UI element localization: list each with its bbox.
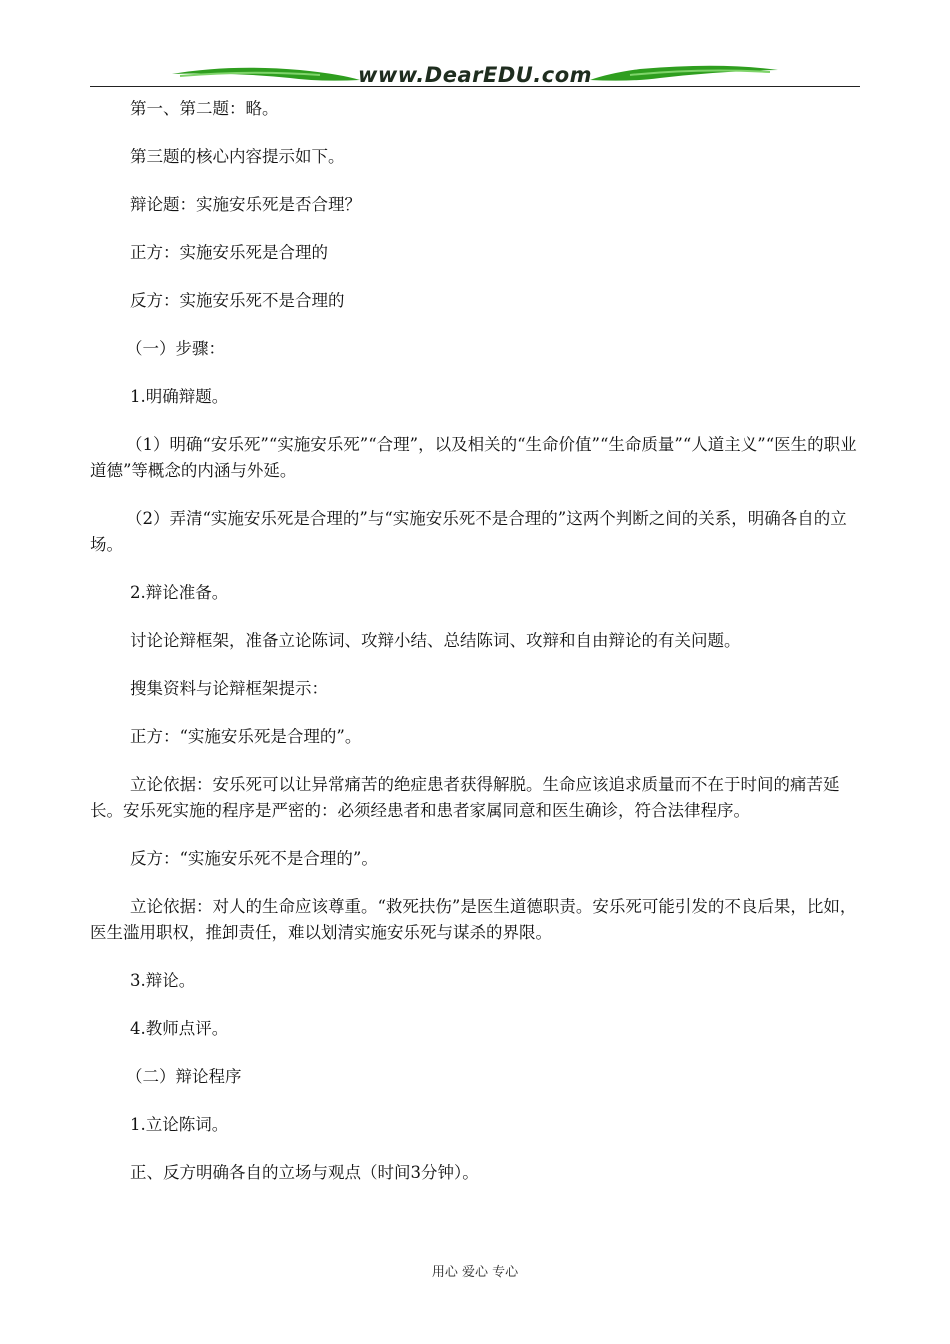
- paragraph: 第一、第二题：略。: [130, 99, 279, 118]
- site-banner: [170, 60, 780, 92]
- paragraph: （1）明确“安乐死”“实施安乐死”“合理”，以及相关的“生命价值”“生命质量”“人道主义”“医生的职业道德”等概念的内涵与外延。: [90, 435, 857, 480]
- paragraph: 正、反方明确各自的立场与观点（时间3分钟）。: [130, 1163, 479, 1182]
- paragraph: 1.明确辩题。: [130, 387, 229, 406]
- paragraph: 2.辩论准备。: [130, 583, 229, 602]
- paragraph: 正方：“实施安乐死是合理的”。: [130, 727, 362, 746]
- section-heading: （二）辩论程序: [126, 1067, 242, 1086]
- paragraph: 辩论题：实施安乐死是否合理？: [130, 195, 361, 214]
- paragraph: 讨论论辩框架，准备立论陈词、攻辩小结、总结陈词、攻辩和自由辩论的有关问题。: [130, 631, 741, 650]
- paragraph: 立论依据：安乐死可以让异常痛苦的绝症患者获得解脱。生命应该追求质量而不在于时间的痛苦延长。安乐死实施的程序是严密的：必须经患者和患者家属同意和医生确诊，符合法律程序。: [90, 775, 840, 820]
- paragraph: 立论依据：对人的生命应该尊重。“救死扶伤”是医生道德职责。安乐死可能引发的不良后果，比如，医生滥用职权，推卸责任，难以划清实施安乐死与谋杀的界限。: [90, 897, 857, 942]
- paragraph: 4.教师点评。: [130, 1019, 229, 1038]
- paragraph: 3.辩论。: [130, 971, 196, 990]
- paragraph: 第三题的核心内容提示如下。: [130, 147, 345, 166]
- paragraph: （2）弄清“实施安乐死是合理的”与“实施安乐死不是合理的”这两个判断之间的关系，明确各自的立场。: [90, 509, 847, 554]
- paragraph: 正方：实施安乐死是合理的: [130, 243, 328, 262]
- section-heading: （一）步骤：: [126, 339, 225, 358]
- paragraph: 搜集资料与论辩框架提示：: [130, 679, 328, 698]
- paragraph: 反方：实施安乐死不是合理的: [130, 291, 345, 310]
- page-footer: 用心 爱心 专心: [431, 1265, 519, 1280]
- paragraph: 1.立论陈词。: [130, 1115, 229, 1134]
- site-url: www.DearEDU.com: [357, 63, 593, 87]
- document-body: [90, 96, 865, 1208]
- paragraph: 反方：“实施安乐死不是合理的”。: [130, 849, 378, 868]
